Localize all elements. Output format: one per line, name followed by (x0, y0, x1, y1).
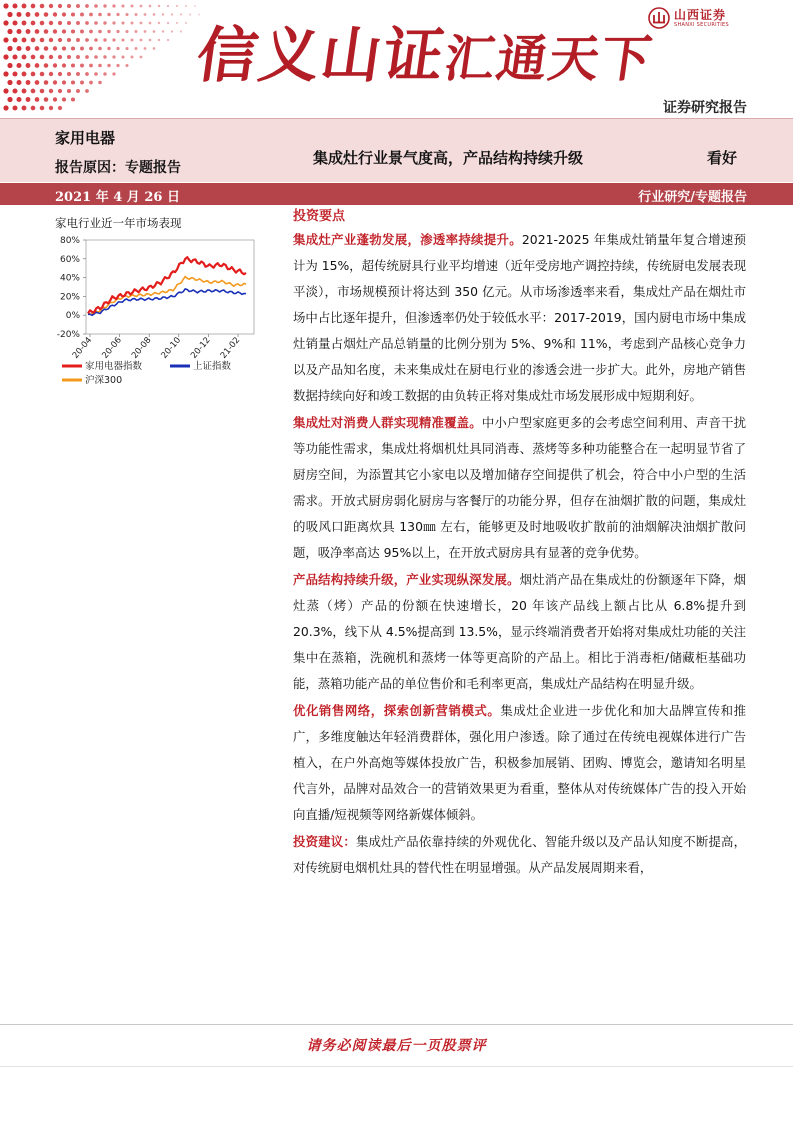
paragraph-4-lead: 优化销售网络，探索创新营销模式。 (293, 703, 501, 718)
footer-divider-bottom (0, 1066, 793, 1067)
report-reason: 报告原因：专题报告 (55, 160, 181, 176)
decorative-dots-pattern (0, 0, 230, 118)
industry-name: 家用电器 (55, 129, 116, 147)
x-tick-label: 21-02 (218, 335, 243, 361)
plot-frame (86, 240, 254, 334)
legend-label: 家用电器指数 (85, 361, 143, 372)
brand-name-en: SHANXI SECURITIES (674, 21, 729, 28)
paragraph-2 (293, 410, 746, 566)
y-tick-label: 80% (59, 236, 80, 246)
brand-mark-icon (648, 7, 670, 29)
y-tick-label: 0% (65, 311, 80, 322)
footer-note: 请务必阅读最后一页股票评 (306, 1038, 487, 1054)
y-tick-label: 40% (59, 273, 80, 284)
paragraph-5-lead: 投资建议： (293, 834, 356, 849)
x-tick-label: 20-12 (189, 335, 213, 361)
report-headline: 集成灶行业景气度高，产品结构持续升级 (313, 149, 584, 167)
report-category: 行业研究/专题报告 (638, 190, 747, 205)
brand-logo (648, 7, 729, 29)
x-tick-label: 20-04 (70, 335, 95, 361)
market-performance-chart (46, 232, 268, 400)
footer-divider (0, 1024, 793, 1025)
x-tick-label: 20-08 (129, 335, 154, 361)
legend-label: 上证指数 (193, 361, 232, 372)
slogan-part-2: 汇通天下 (440, 29, 658, 88)
paragraph-4-text: 集成灶企业进一步优化和加大品牌宣传和推广，多维度触达年轻消费群体，强化用户渗透。除了通过在传统电视媒体进行广告植入，在户外高炮等媒体投放广告，积极参加展销、团购、博览会，邀请知名明星代言外，品牌对品效合一的营销效果更为看重，整体从对传统媒体广告的投入开始向直播/短视频等网络新媒体倾斜。 (293, 703, 747, 822)
paragraph-5 (293, 829, 746, 881)
paragraph-1-lead: 集成灶产业蓬勃发展，渗透率持续提升。 (293, 232, 522, 247)
paragraph-3-lead: 产品结构持续升级，产业实现纵深发展。 (293, 572, 520, 587)
info-band (0, 118, 793, 182)
x-tick-label: 20-06 (100, 335, 124, 361)
paragraph-1-text: 2021-2025 年集成灶销量年复合增速预计为 15%，超传统厨具行业平均增速（近年受房地产调控持续，传统厨电发展表现平淡），市场规模预计将达到 350 亿元。从市场渗透率来看，集成灶产品在烟灶市场中占比逐年提升，但渗透率仍处于较低水平：2017-2019，国内厨电市场中集成灶销量占烟灶产品总销量的比例分别为 5%、9%和 11%，考虑到产品核心竞争力以及产品知名度，未来集成灶在厨电行业的渗透会进一步扩大。此外，房地产销售数据持续向好和竣工数据的由负转正将对集成灶市场发展形成中短期利好。 (293, 232, 747, 403)
industry-rating: 看好 (707, 149, 738, 167)
investment-highlights (293, 208, 746, 881)
y-tick-label: 20% (59, 292, 80, 303)
brand-name-cn: 山西证券 (674, 7, 727, 22)
chart-title: 家电行业近一年市场表现 (55, 216, 182, 230)
y-tick-label: -20% (56, 330, 80, 340)
section-title: 投资要点 (293, 209, 346, 224)
paragraph-1 (293, 227, 746, 409)
header-banner (0, 0, 793, 118)
x-tick-label: 20-10 (159, 335, 184, 361)
paragraph-3 (293, 567, 746, 697)
paragraph-5-text: 集成灶产品依靠持续的外观优化、智能升级以及产品认知度不断提高，对传统厨电烟机灶具的替代性在明显增强。从产品发展周期来看， (293, 834, 747, 875)
slogan-part-1: 信义山证 (192, 21, 451, 91)
report-date: 2021 年 4 月 26 日 (55, 190, 180, 205)
date-bar (0, 183, 793, 205)
paragraph-2-text: 中小户型家庭更多的会考虑空间利用、声音干扰等功能性需求，集成灶将烟机灶具同消毒、蒸烤等多种功能整合在一起明显节省了厨房空间，为添置其它小家电以及增加储存空间提供了机会，符合中小户型的生活需求。开放式厨房弱化厨房与客餐厅的功能分界，但存在油烟扩散的问题，集成灶的吸风口距离炊具 130㎜ 左右，能够更及时地吸收扩散前的油烟解决油烟扩散问题，吸净率高达 95%以上，在开放式厨房具有显著的竞争优势。 (293, 415, 747, 560)
legend-label: 沪深300 (85, 375, 123, 386)
report-type: 证券研究报告 (663, 100, 747, 116)
y-tick-label: 60% (59, 254, 80, 265)
paragraph-3-text: 烟灶消产品在集成灶的份额逐年下降，烟灶蒸（烤）产品的份额在快速增长，20 年该产品线上额占比从 6.8%提升到 20.3%，线下从 4.5%提高到 13.5%，显示终端消费者开始将对集成灶功能的关注集中在蒸箱，洗碗机和蒸烤一体等更高阶的产品上。相比于消毒柜/储藏柜基础功能，蒸箱功能产品的单位售价和毛利率更高，集成灶产品结构在明显升级。 (293, 572, 747, 691)
paragraph-4 (293, 698, 746, 828)
paragraph-2-lead: 集成灶对消费人群实现精准覆盖。 (293, 415, 482, 430)
slogan (192, 8, 660, 94)
